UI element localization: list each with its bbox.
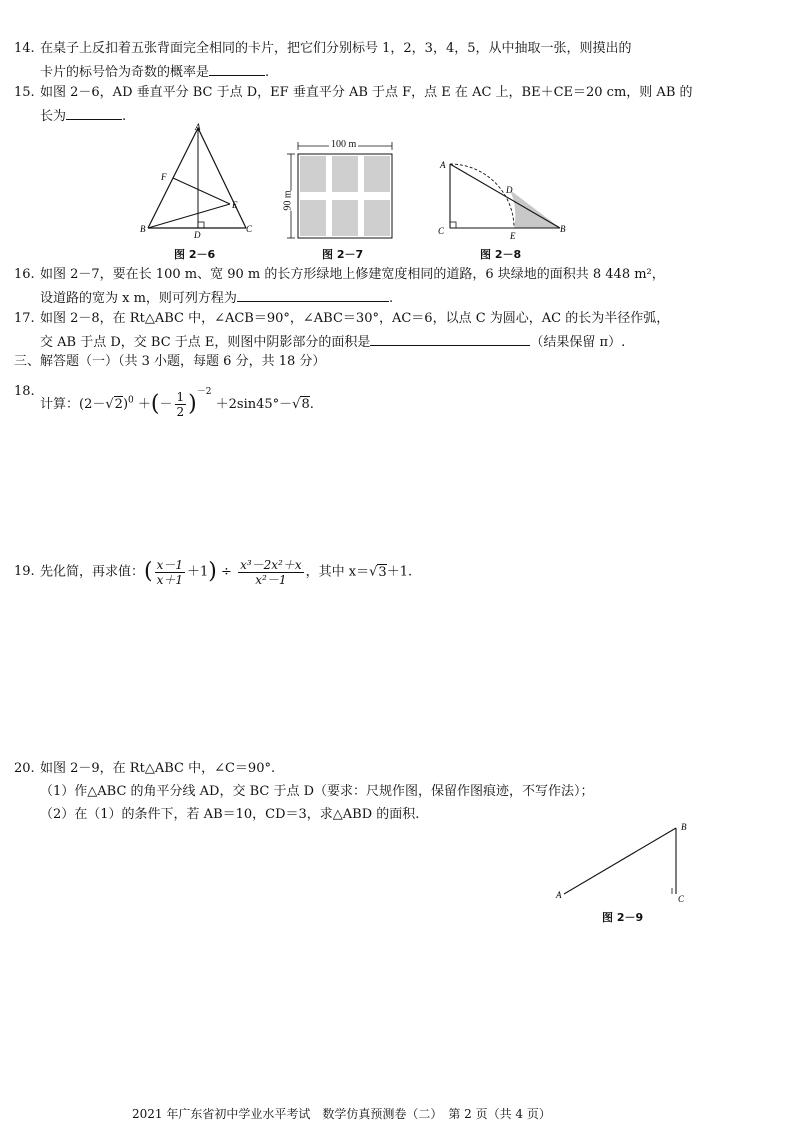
section-3-heading: 三、解答题（一）（共 3 小题，每题 6 分，共 18 分） — [14, 354, 326, 369]
q15-answer-blank[interactable] — [66, 107, 122, 120]
q19-lead: 先化简，再求值： — [40, 564, 145, 580]
q17-text-post: （结果保留 π）. — [530, 335, 626, 350]
fig28-label-e: E — [510, 231, 516, 240]
q16-answer-blank[interactable] — [237, 289, 389, 302]
fig26-label-b: B — [140, 224, 146, 234]
q18-exp-neg2: －2 — [196, 387, 212, 397]
q18-end: . — [309, 397, 314, 412]
q18-paren-open: (2－ — [79, 397, 106, 412]
q18-frac-num: 1 — [176, 390, 185, 404]
q18-paren-close: ) — [122, 397, 129, 412]
q19-divide: ÷ — [221, 564, 232, 580]
fig26-caption: 图 2－6 — [174, 248, 216, 261]
q16-number: 16. — [14, 267, 35, 282]
q15-text-line1: 如图 2－6，AD 垂直平分 BC 于点 D，EF 垂直平分 AB 于点 F，点 E 在 AC 上，BE＋CE＝20 cm，则 AB 的 — [40, 85, 693, 100]
q19-plus-one: ＋1 — [187, 564, 209, 580]
fig28-label-d: D — [506, 185, 513, 195]
q14-text-post: . — [265, 65, 270, 80]
fig26-label-f: F — [161, 172, 167, 182]
page-footer: 2021 年广东省初中学业水平考试 数学仿真预测卷（二） 第 2 页（共 4 页） — [132, 1107, 551, 1121]
q16-text-post: . — [388, 291, 394, 306]
q14-text-line1: 在桌子上反扣着五张背面完全相同的卡片，把它们分别标号 1，2，3，4，5，从中抽取一张，则摸出的 — [40, 41, 632, 56]
figure-2-6 — [138, 120, 258, 238]
q17-text-line1: 如图 2－8，在 Rt△ABC 中，∠ACB＝90°，∠ABC＝30°，AC＝6，以点 C 为圆心，AC 的长为半径作弧， — [40, 311, 670, 326]
q14-text-line2 — [40, 63, 269, 82]
figure-2-7 — [284, 140, 400, 240]
q20-part1: （1）作△ABC 的角平分线 AD，交 BC 于点 D（要求：尺规作图，保留作图痕迹，不写作法）； — [40, 784, 594, 799]
q18-expression: 计算：$(2-√2)^0$ ＋(－ $\frac{1}{2}$ )$^{-2}$ ＋2sin45°－√8. — [40, 387, 314, 419]
q19-f2-num: x³－2x²＋x — [240, 557, 302, 572]
q16-text-line1: 如图 2－7，要在长 100 m、宽 90 m 的长方形绿地上修建宽度相同的道路，6 块绿地的面积共 8 448 m²， — [40, 267, 665, 282]
q18-frac-den: 2 — [176, 405, 185, 419]
q19-f2-den: x²－1 — [255, 572, 287, 587]
q19-f1-den: x＋1 — [156, 572, 184, 587]
fig26-label-a: A — [195, 122, 201, 132]
q19-expression: 先化简，再求值：( $\frac{x-1}{x+1}$ ＋1) ÷ $\frac{\text{x³－2x²＋x}}{\text{x²－1}}$ ，其中 x＝√3＋1. — [40, 557, 413, 587]
q17-text-pre: 交 AB 于点 D，交 BC 于点 E，则图中阴影部分的面积是 — [40, 335, 371, 350]
q19-number: 19. — [14, 564, 35, 579]
q17-number: 17. — [14, 311, 35, 326]
fig26-label-e: E — [232, 200, 238, 210]
q16-text-pre: 设道路的宽为 x m，则可列方程为 — [40, 291, 237, 306]
fig29-caption: 图 2－9 — [602, 911, 644, 924]
q18-lead: 计算： — [40, 397, 80, 412]
q19-radicand-3: 3 — [378, 564, 387, 580]
q18-radicand-8: 8 — [301, 397, 310, 412]
fig27-width-label: 100 m — [331, 139, 357, 150]
fig28-label-b: B — [560, 224, 566, 234]
q18-exp-0: 0 — [128, 395, 134, 406]
fig28-label-c: C — [438, 226, 445, 236]
q18-tail: ＋2sin45°－ — [215, 397, 293, 412]
q18-fraction — [175, 390, 187, 419]
q14-answer-blank[interactable] — [209, 63, 265, 76]
figure-2-8 — [436, 150, 570, 240]
fig26-label-d: D — [194, 230, 201, 238]
q20-number: 20. — [14, 761, 35, 776]
q15-text-post: . — [122, 109, 127, 124]
q17-answer-blank[interactable] — [370, 333, 530, 346]
q15-number: 15. — [14, 85, 35, 100]
fig27-caption: 图 2－7 — [322, 248, 364, 261]
q17-text-line2 — [40, 333, 625, 352]
q19-fraction-1 — [155, 558, 185, 587]
fig29-label-a: A — [556, 890, 562, 900]
q20-part2: （2）在（1）的条件下，若 AB＝10，CD＝3，求△ABD 的面积. — [40, 807, 420, 822]
q18-radicand-2: 2 — [114, 397, 123, 412]
figure-2-9 — [552, 818, 692, 904]
fig28-label-a: A — [440, 160, 446, 170]
q14-text-pre: 卡片的标号恰为奇数的概率是 — [40, 65, 210, 80]
q19-where: ，其中 x＝ — [305, 564, 370, 580]
q18-number: 18. — [14, 384, 35, 399]
q15-text-pre: 长为 — [40, 109, 67, 124]
fig29-label-b: B — [681, 822, 687, 832]
q18-plus: ＋ — [137, 397, 151, 412]
q20-text-line1: 如图 2－9，在 Rt△ABC 中，∠C＝90°. — [40, 761, 276, 776]
fig26-label-c: C — [246, 224, 253, 234]
fig27-height-label: 90 m — [282, 190, 294, 211]
q19-f1-num: x－1 — [156, 557, 184, 572]
fig29-label-c: C — [678, 894, 685, 904]
q15-text-line2 — [40, 107, 126, 126]
q16-text-line2 — [40, 289, 393, 308]
q19-fraction-2 — [238, 558, 304, 587]
q19-end: ＋1. — [386, 564, 413, 580]
fig28-caption: 图 2－8 — [480, 248, 522, 261]
q14-number: 14. — [14, 41, 35, 56]
